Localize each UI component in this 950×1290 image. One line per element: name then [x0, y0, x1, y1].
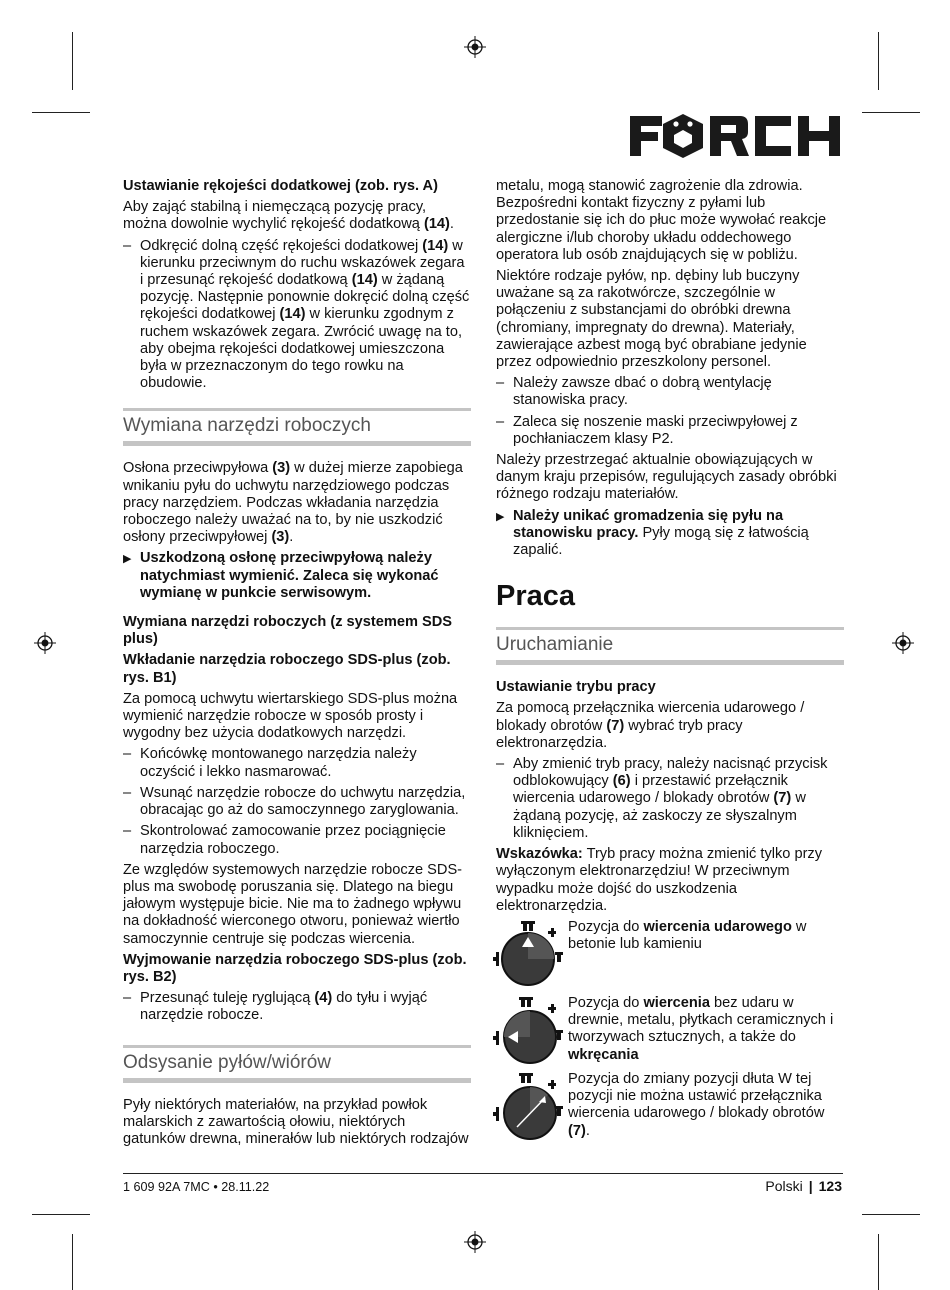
crop-mark	[862, 1214, 920, 1215]
footer-language: Polski	[765, 1178, 803, 1194]
insert-note: Ze względów systemowych narzędzie robocze SDS-plus ma swobodę poruszania się. Dlatego na biegu jałowym występuje bicie. Nie ma to żadnego wpływu na dokładność wierconego otworu, ponieważ wiertło samoczynnie centruje się podczas wiercenia.	[123, 861, 463, 947]
crop-mark	[862, 112, 920, 113]
registration-mark-icon	[464, 1231, 486, 1253]
list-item: – Zaleca się noszenie maski przeciwpyłowej z pochłaniaczem klasy P2.	[496, 413, 798, 447]
left-column	[123, 178, 471, 1152]
registration-mark-icon	[892, 632, 914, 654]
triangle-right-icon: ▶	[123, 553, 132, 566]
mode-intro: Za pomocą przełącznika wiercenia udarowego / blokady obrotów (7) wybrać tryb pracy elektronarzędzia.	[496, 700, 805, 751]
crop-mark	[72, 1234, 73, 1290]
handle-heading: Ustawianie rękojeści dodatkowej (zob. rys. A)	[123, 178, 438, 194]
registration-mark-icon	[464, 36, 486, 58]
page-number: 123	[818, 1178, 842, 1194]
mode-heading: Ustawianie trybu pracy	[496, 679, 656, 696]
dust-rules: Należy przestrzegać aktualnie obowiązujących w danym kraju przepisów, regulujących zasady obróbki różnego rodzaju materiałów.	[496, 452, 837, 503]
section-heading-tools: Wymiana narzędzi roboczych	[123, 408, 471, 446]
warning-item: ▶ Uszkodzoną osłonę przeciwpyłową należy natychmiast wymienić. Zaleca się wykonać wymianę w punkcie serwisowym.	[123, 550, 439, 601]
footer-rule	[123, 1173, 843, 1174]
selector-drill-icon	[493, 995, 568, 1065]
section-heading-dust: Odsysanie pyłów/wiórów	[123, 1045, 471, 1083]
footer-page-info	[765, 1178, 842, 1194]
insert-heading: Wkładanie narzędzia roboczego SDS-plus (zob. rys. B1)	[123, 652, 451, 686]
registration-mark-icon	[34, 632, 56, 654]
footer-separator: |	[808, 1178, 813, 1194]
brand-logo-text: FÖRCH	[628, 112, 632, 113]
mode-drilling: Pozycja do wiercenia bez udaru w drewnie, metalu, płytkach ceramicznych i tworzywach sztucznych, a także do wkręcania	[496, 995, 844, 1065]
hint: Wskazówka: Tryb pracy można zmienić tylko przy wyłączonym elektronarzędziu! W przeciwnym wypadku może dojść do uszkodzenia elektronarzędzia.	[496, 846, 823, 914]
list-item: – Należy zawsze dbać o dobrą wentylację stanowiska pracy.	[496, 375, 772, 409]
crop-mark	[878, 1234, 879, 1290]
crop-mark	[32, 1214, 90, 1215]
list-item: – Przesunąć tuleję ryglującą (4) do tyłu i wyjąć narzędzie robocze.	[123, 990, 428, 1024]
selector-hammer-drill-icon	[493, 919, 568, 989]
dust-continued: metalu, mogą stanowić zagrożenie dla zdrowia. Bezpośredni kontakt fizyczny z pyłami lub przedostanie się ich do płuc może wywołać reakcje alergiczne i/lub choroby układu oddechowego operatora lub osób znajdujących się w pobliżu.	[496, 178, 827, 263]
right-column	[496, 178, 844, 1147]
list-item: – Odkręcić dolną część rękojeści dodatkowej (14) w kierunku przeciwnym do ruchu wskazówek zegara i przesunąć rękojeść dodatkową (14) w żądaną pozycję. Następnie ponownie dokręcić dolną część rękojeści dodatkowej (14) w kierunku zgodnym z ruchem wskazówek zegara. Zwrócić uwagę na to, aby obejma rękojeści dodatkowej umieszczona była w przeznaczonym do tego rowku na obudowie.	[123, 237, 470, 392]
mode-chisel-position: Pozycja do zmiany pozycji dłuta W tej pozycji nie można ustawić przełącznika wiercenia udarowego / blokady obrotów (7).	[496, 1071, 844, 1141]
crop-mark	[32, 112, 90, 113]
mode-hammer-drilling: Pozycja do wiercenia udarowego w betonie lub kamieniu	[496, 919, 844, 989]
list-item: – Wsunąć narzędzie robocze do uchwytu narzędzia, obracając go aż do samoczynnego zaryglowania.	[123, 784, 466, 819]
dust-intro: Pyły niektórych materiałów, na przykład powłok malarskich z zawartością ołowiu, niektórych gatunków drewna, minerałów lub niektórych rodzajów	[123, 1096, 469, 1147]
tools-intro: Osłona przeciwpyłowa (3) w dużej mierze zapobiega wnikaniu pyłu do uchwytu narzędziowego podczas pracy narzędziem. Podczas wkładania narzędzia roboczego należy uważać na to, by nie uszkodzić osłony przeciwpyłowej (3).	[123, 460, 463, 546]
brand-logo	[628, 112, 842, 160]
dust-carcinogen: Niektóre rodzaje pyłów, np. dębiny lub buczyny uważane są za rakotwórcze, szczególnie w połączeniu z substancjami do obróbki drewna (chromiany, impregnaty do drewna). Materiały, zawierające azbest mogą być obrabiane jedynie przez odpowiednio przeszkolony personel.	[496, 268, 807, 371]
crop-mark	[878, 32, 879, 90]
triangle-right-icon: ▶	[496, 510, 505, 523]
crop-mark	[72, 32, 73, 90]
remove-heading: Wyjmowanie narzędzia roboczego SDS-plus (zob. rys. B2)	[123, 951, 467, 985]
section-heading-start: Uruchamianie	[496, 627, 844, 665]
list-item: – Aby zmienić tryb pracy, należy nacisnąć przycisk odblokowujący (6) i przestawić przełącznik wiercenia udarowego / blokady obrotów (7) w żądaną pozycję, aż zaskoczy ze słyszalnym kliknięciem.	[496, 756, 828, 841]
insert-intro: Za pomocą uchwytu wiertarskiego SDS-plus można wymienić narzędzie robocze w sposób prosty i wygodny bez użycia dodatkowych narzędzi.	[123, 690, 458, 742]
chapter-title: Praca	[496, 580, 576, 613]
sds-heading: Wymiana narzędzi roboczych (z systemem SDS plus)	[123, 614, 453, 648]
list-item: – Skontrolować zamocowanie przez pociągnięcie narzędzia roboczego.	[123, 823, 446, 857]
warning-item: ▶ Należy unikać gromadzenia się pyłu na stanowisku pracy. Pyły mogą się z łatwością zapalić.	[496, 507, 809, 559]
list-item: – Końcówkę montowanego narzędzia należy oczyścić i lekko nasmarować.	[123, 746, 417, 780]
selector-chisel-icon	[493, 1071, 568, 1141]
footer-doc-code: 1 609 92A 7MC • 28.11.22	[123, 1180, 270, 1194]
handle-intro: Aby zająć stabilną i niemęczącą pozycję pracy, można dowolnie wychylić rękojeść dodatkową (14).	[123, 199, 454, 233]
